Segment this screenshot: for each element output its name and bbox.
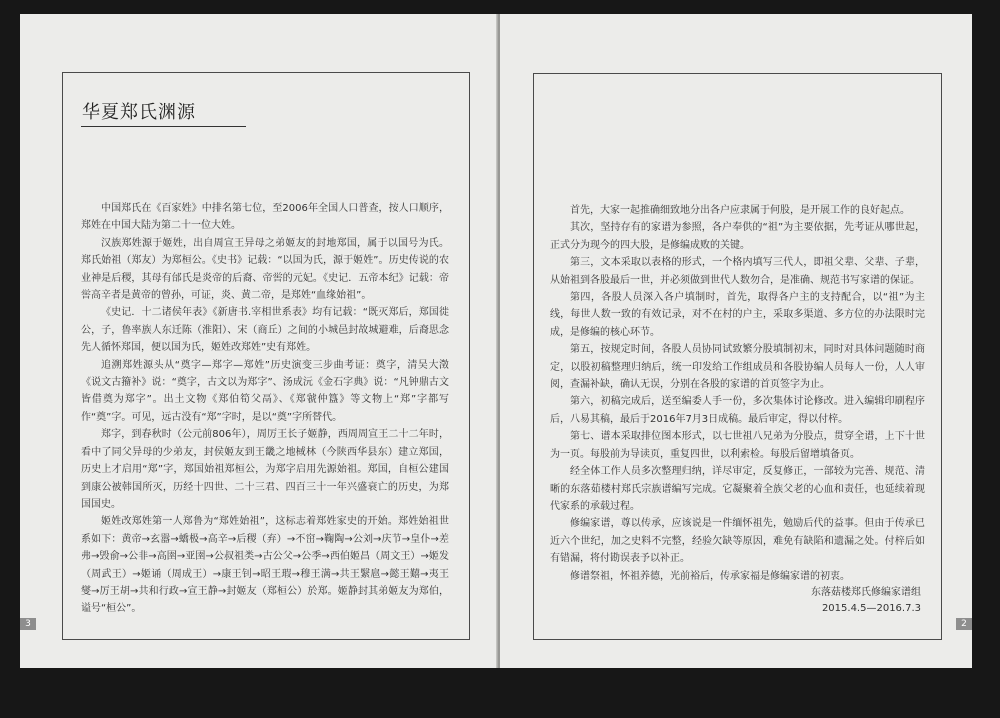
left-page <box>20 14 498 668</box>
page-number: 3 <box>20 618 36 630</box>
page-number: 2 <box>956 618 972 630</box>
article-title: 华夏郑氏渊源 <box>82 102 196 123</box>
title-underline <box>81 126 246 127</box>
paragraph: 汉族郑姓源于姬姓，出自周宣王异母之弟姬友的封地郑国，属于以国号为氏。郑氏始祖（郑友）为郑桓公。《史书》记载：“以国为氏，源于姬姓”。历史传说的农业神是后稷，其母有邰氏是炎帝的后裔、帝喾的元妃。《史记．五帝本纪》记载：帝喾高辛者是黄帝的曾孙，可证，炎、黄二帝，是郑姓“血缘始祖”。 <box>81 237 449 302</box>
paragraph: 《史记．十二诸侯年表》《新唐书.宰相世系表》均有记载：“既灭郑后，郑国徙公，子，鲁率族人东迁陈（淮阳）、宋（商丘）之间的小城邑封故城避难，后裔思念先人循怀郑国，便以国为氏，姬姓改郑姓”史有郑姓。 <box>81 307 449 354</box>
paragraph: 第七、谱本采取排位图本形式，以七世祖八兄弟为分股点，贯穿全谱，上下十世为一页。每股前为导读页，重复四世，以利索检。每股后留增填备页。 <box>550 431 925 460</box>
paragraph: 第四，各股人员深入各户填制时，首先，取得各户主的支持配合，以“祖”为主线，每世人数一致的有效记录，对不在村的户主，采取多渠道、多方位的办法限时完成，是修编的核心环节。 <box>550 292 925 338</box>
signature: 东落菇楼郑氏修编家谱组 <box>811 586 921 598</box>
paragraph: 第六，初稿完成后，送至编委人手一份，多次集体讨论修改。进入编辑印刷程序后，八易其稿，最后于2016年7月3日成稿。最后审定，得以付梓。 <box>550 396 925 425</box>
paragraph: 首先，大家一起推确细致地分出各户应隶属于何股，是开展工作的良好起点。 <box>570 205 910 216</box>
paragraph: 追溯郑姓源头从“奠字—郑字—郑姓”历史演变三步曲考证：奠字，清吴大澂《说文古籀补》说：“奠字，古文以为郑字”、汤成沅《金石字典》说：“凡钟鼎古文皆借奠为郑字”。出土文物《郑伯筍父鬲》、《郑虢仲簋》等文物上“郑”字都写作“奠”字。可见，远古没有“郑”字时，是以“奠”字所替代。 <box>81 359 449 423</box>
left-article-body <box>81 200 449 618</box>
paragraph: 经全体工作人员多次整理归纳，详尽审定，反复修正，一部较为完善、规范、清晰的东落茹楼村郑氏宗族谱编写完成。它凝聚着全族父老的心血和责任，也延续着现代家系的承载过程。 <box>550 466 925 512</box>
paragraph: 姬姓改郑姓第一人郑鲁为“郑姓始祖”，这标志着郑姓家史的开始。郑姓始祖世系如下：黄帝→玄嚣→蟜极→高辛→后稷（弃）→不窋→鞠陶→公刘→庆节→皇仆→差弗→毁俞→公非→高圉→亚圉→公叔祖类→古公父→公季→西伯姬昌（周文王）→姬发（周武王）→姬诵（周成王）→康王钊→昭王瑕→穆王满→共王繄扈→懿王囏→夷王燮→厉王胡→共和行政→宣王静→封姬友（郑桓公）於郑。姬静封其弟姬友为郑伯，谥号“桓公”。 <box>81 516 449 615</box>
right-article-body <box>550 202 925 617</box>
paragraph: 第五，按规定时间，各股人员协同试致繁分股填制初末，同时对具体问题随时商定，以股初稿整理归纳后，统一印发给工作组成员和各股协编人员每人一份，人人审阅，查漏补缺，确认无误，分别在各股的家谱的首页签字为止。 <box>550 344 925 391</box>
paragraph: 修编家谱，尊以传承，应该说是一件缅怀祖先，勉励后代的益事。但由于传承已近六个世纪，加之史料不完整，经验欠缺等原因，难免有缺陷和遗漏之处。付梓后如有错漏，将付勘误表予以补正。 <box>550 518 925 565</box>
date-range: 2015.4.5—2016.7.3 <box>821 602 921 614</box>
paragraph: 郑字，到春秋时（公元前806年），周厉王长子姬静，西周周宣王二十二年时，看中了同父异母的少弟友，封侯姬友到王畿之地棫林（今陕西华县东）建立郑国，历史上才启用“郑”字，郑国始祖郑桓公，为郑字启用先源始祖。郑国，自桓公建国到康公被韩国所灭，历经十四世、二十三君、四百三十一年兴盛衰亡的历史，为郑国国史。 <box>81 429 449 510</box>
paragraph: 修谱祭祖，怀祖养德，光前裕后，传承家福是修编家谱的初衷。 <box>570 570 850 582</box>
paragraph: 中国郑氏在《百家姓》中排名第七位，至2006年全国人口普查，按人口顺序，郑姓在中国大陆为第二十一位大姓。 <box>81 203 449 232</box>
paragraph: 第三，文本采取以表格的形式，一个格内填写三代人，即祖父辈、父辈、子辈，从始祖到各股最后一世，并必须做到世代人数勿合，是准确、规范书写家谱的保证。 <box>550 257 925 286</box>
paragraph: 其次，坚持存有的家谱为参照，各户奉供的“祖”为主要依据，先考证从哪世起，正式分为现今的四大股，是修编成败的关键。 <box>550 222 925 251</box>
right-page <box>500 14 972 668</box>
